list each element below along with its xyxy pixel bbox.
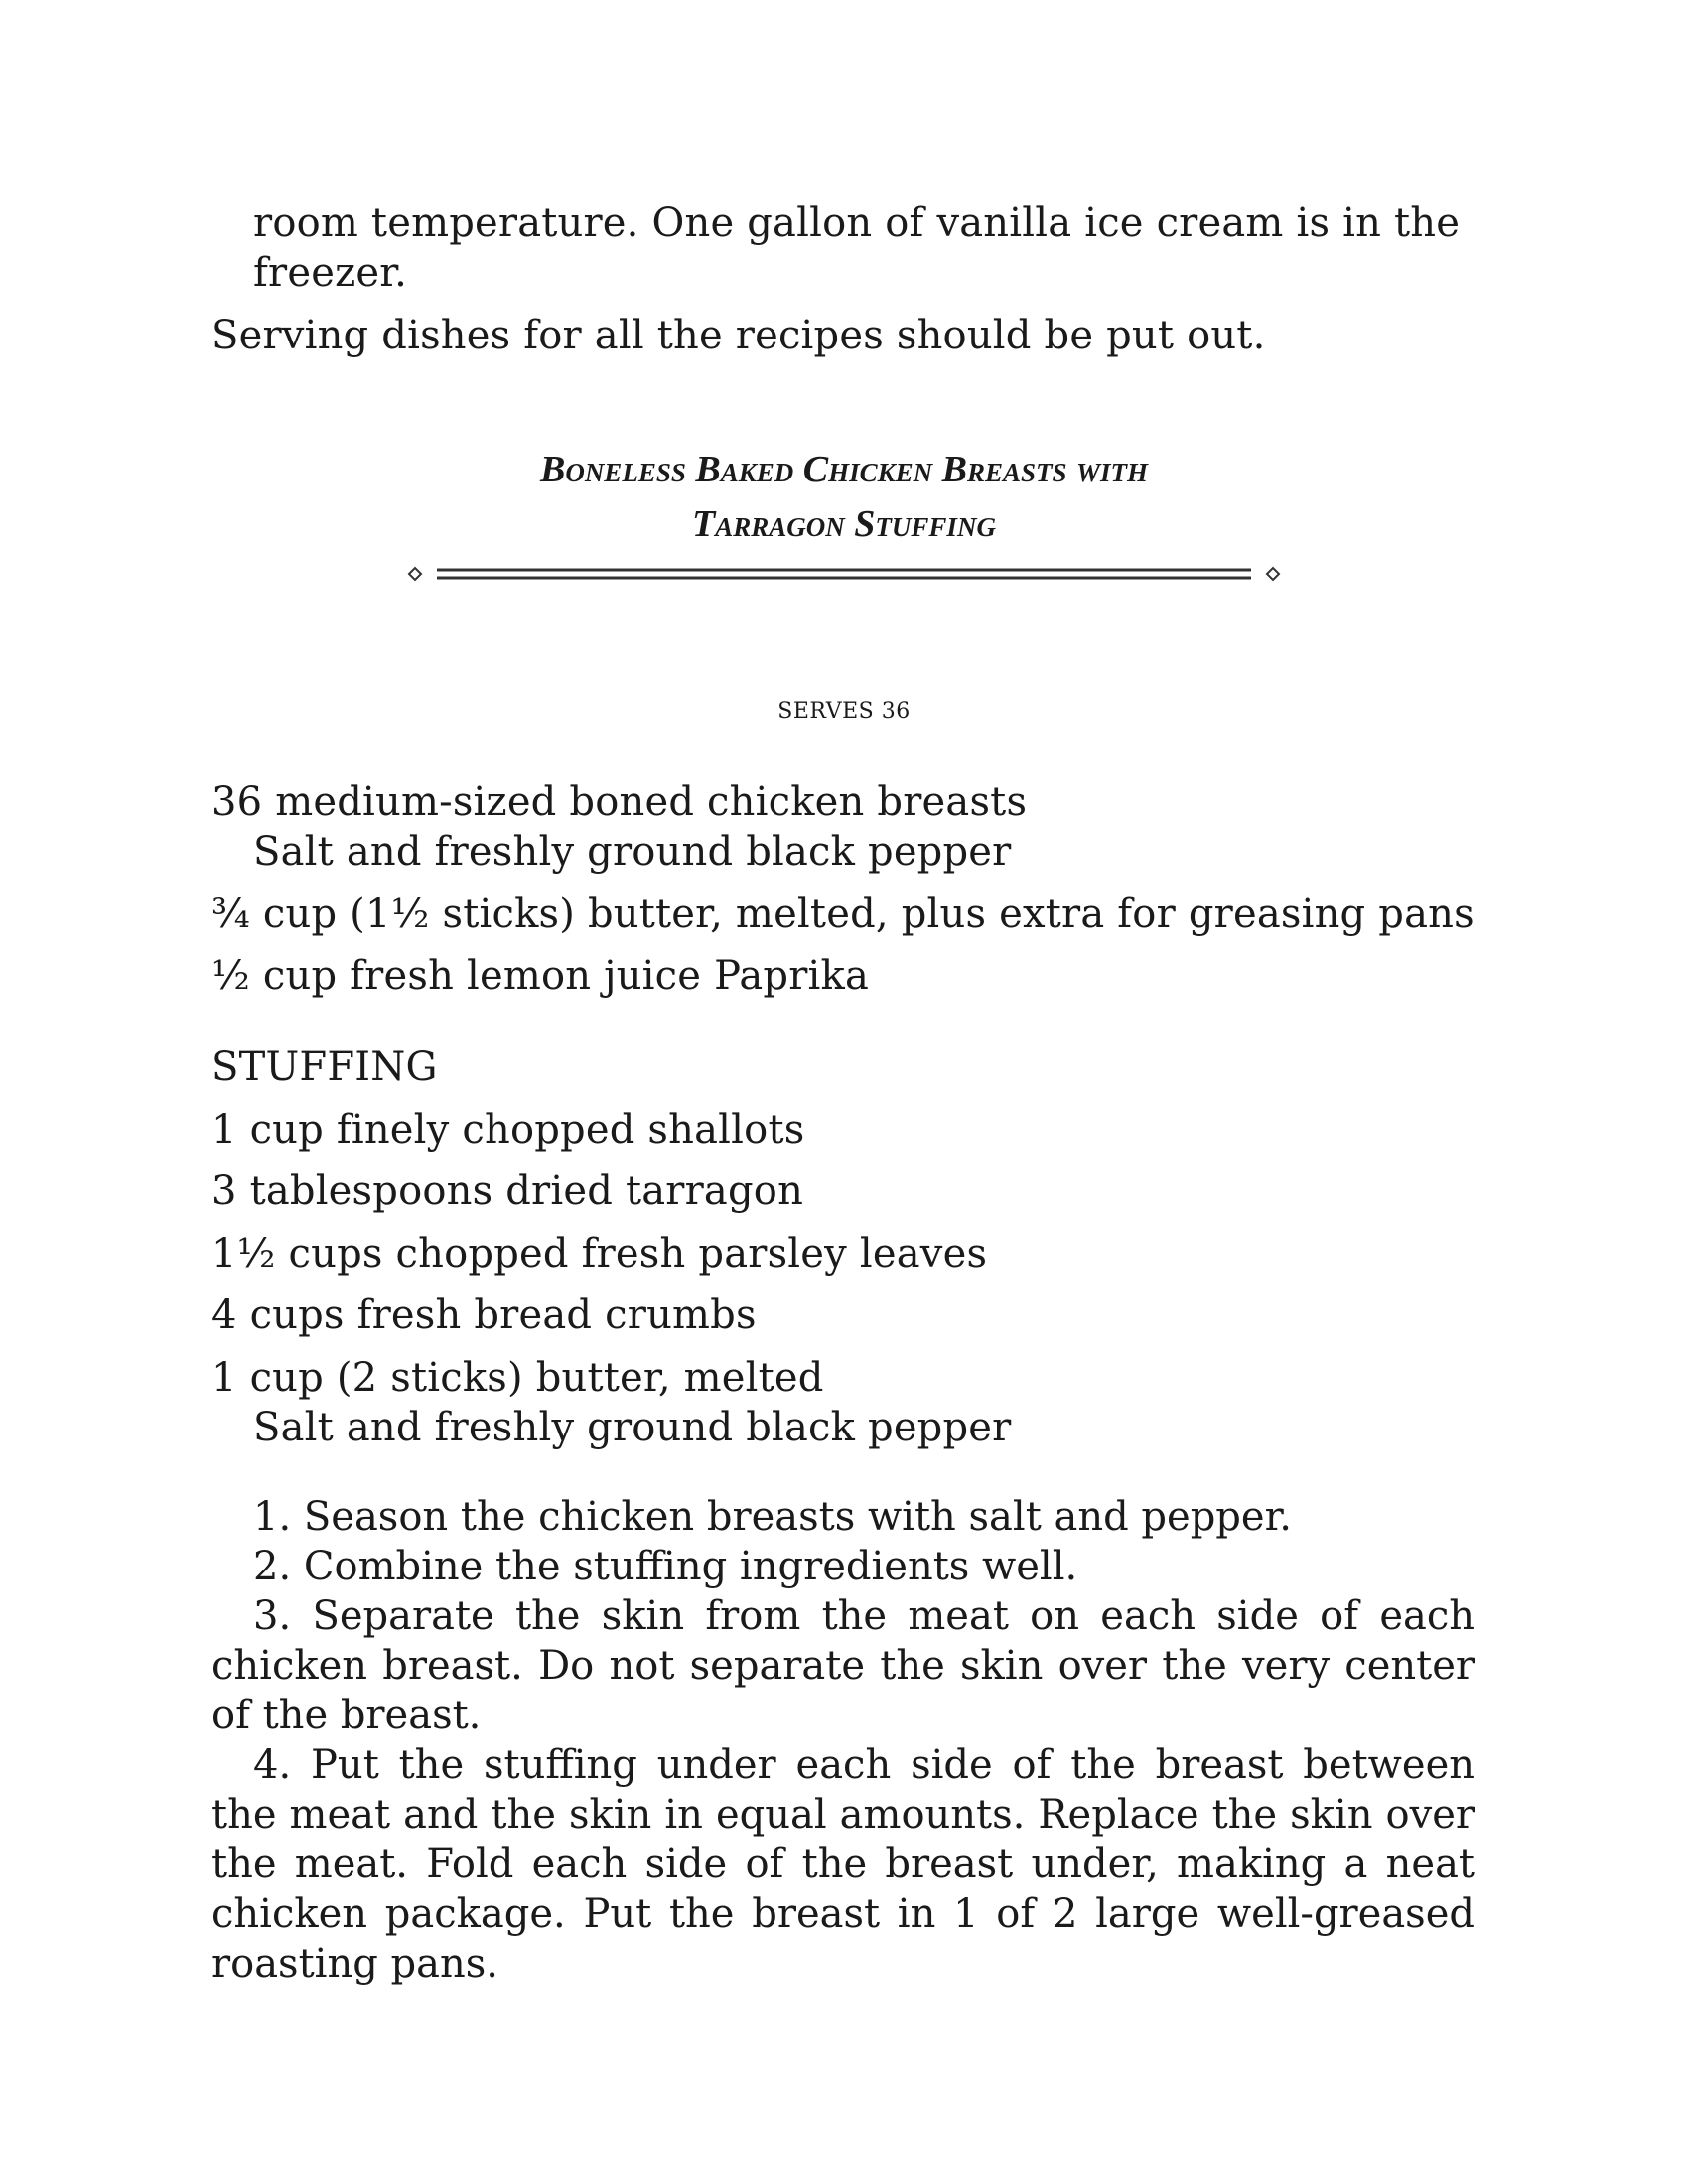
serving-note: Serving dishes for all the recipes should be put out. (211, 313, 1266, 358)
ingredient-item: ½ cup fresh lemon juice Paprika (211, 953, 870, 999)
ingredient-item: ¾ cup (1½ sticks) butter, melted, plus extra for greasing pans (211, 891, 1475, 937)
stuffing-item: 3 tablespoons dried tarragon (211, 1168, 804, 1214)
stuffing-heading: STUFFING (211, 1044, 438, 1090)
method-step: 4. Put the stuffing under each side of the breast between the meat and the skin in equal amounts. Replace the skin over the meat. Fold each side of the breast under, making a neat chicken package. Put the breast in 1 of 2 large well-greased roasting pans. (211, 1742, 1475, 1986)
carryover-line-1: room temperature. One gallon of vanilla ice cream is in the (253, 201, 1461, 246)
carryover-line-2: freezer. (253, 250, 408, 296)
method-step: 3. Separate the skin from the meat on each side of each chicken breast. Do not separate the skin over the very center of the breast. (211, 1593, 1475, 1738)
stuffing-item: Salt and freshly ground black pepper (253, 1405, 1012, 1450)
method-steps (211, 1492, 1475, 1988)
method-step: 2. Combine the stuffing ingredients well. (253, 1544, 1078, 1589)
ingredient-item: 36 medium-sized boned chicken breasts (211, 779, 1028, 825)
stuffing-item: 1 cup finely chopped shallots (211, 1107, 805, 1153)
stuffing-item: 4 cups fresh bread crumbs (211, 1293, 757, 1338)
method-step: 1. Season the chicken breasts with salt and pepper. (253, 1494, 1293, 1540)
recipe-title-line-2: Tarragon Stuffing (692, 503, 996, 545)
recipe-title-line-1: Boneless Baked Chicken Breasts with (539, 449, 1149, 490)
stuffing-item: 1½ cups chopped fresh parsley leaves (211, 1231, 988, 1277)
stuffing-item: 1 cup (2 sticks) butter, melted (211, 1355, 824, 1401)
serves-label: SERVES 36 (777, 699, 911, 724)
ingredient-item: Salt and freshly ground black pepper (253, 829, 1012, 875)
title-divider-ornament (407, 561, 1281, 587)
